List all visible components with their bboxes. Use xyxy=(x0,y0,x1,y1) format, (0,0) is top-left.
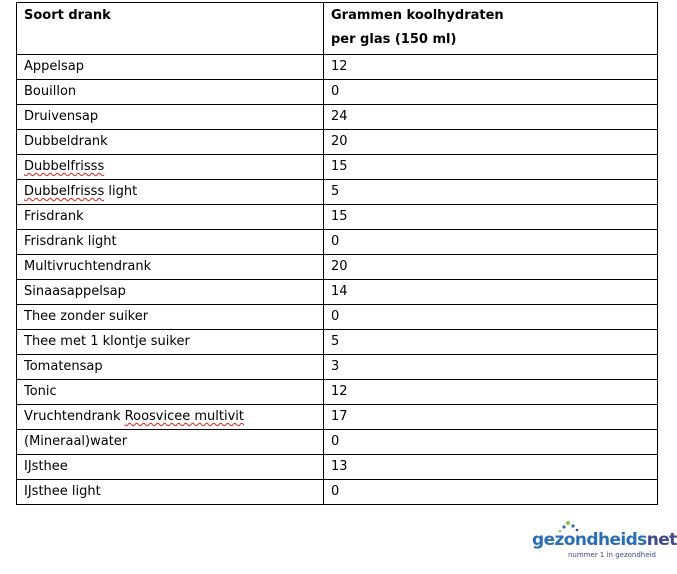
table-row xyxy=(17,405,658,430)
header-carbohydrates-line1: Grammen koolhydraten xyxy=(331,8,504,23)
table-row xyxy=(17,230,658,255)
drink-name-cell: IJsthee light xyxy=(17,480,324,505)
carb-value-cell: 20 xyxy=(324,130,658,155)
carb-value-cell: 12 xyxy=(324,380,658,405)
drink-name-cell: Thee met 1 klontje suiker xyxy=(17,330,324,355)
carb-value-cell: 0 xyxy=(324,230,658,255)
drink-name-cell: Multivruchtendrank xyxy=(17,255,324,280)
drink-name-cell: Frisdrank xyxy=(17,205,324,230)
table-row xyxy=(17,180,658,205)
table-row xyxy=(17,205,658,230)
table-row xyxy=(17,280,658,305)
table-row xyxy=(17,355,658,380)
drink-name-cell: (Mineraal)water xyxy=(17,430,324,455)
drink-name-cell: Dubbeldrank xyxy=(17,130,324,155)
drink-name-cell: Tonic xyxy=(17,380,324,405)
drink-name-cell: Thee zonder suiker xyxy=(17,305,324,330)
carb-value-cell: 17 xyxy=(324,405,658,430)
gezondheidsnet-logo xyxy=(532,520,677,560)
carb-value-cell: 14 xyxy=(324,280,658,305)
carb-value-cell: 0 xyxy=(324,80,658,105)
drink-name-cell: Appelsap xyxy=(17,55,324,80)
carb-value-cell: 13 xyxy=(324,455,658,480)
logo-tagline: nummer 1 in gezondheid xyxy=(568,551,656,559)
drink-name-cell: Frisdrank light xyxy=(17,230,324,255)
table-row xyxy=(17,305,658,330)
table-row xyxy=(17,480,658,505)
header-carbohydrates xyxy=(324,3,658,55)
carb-value-cell: 0 xyxy=(324,430,658,455)
logo-wordmark: gezondheidsnet xyxy=(532,530,677,550)
drink-name-cell: Vruchtendrank Roosvicee multivit xyxy=(17,405,324,430)
table-row xyxy=(17,155,658,180)
table-row xyxy=(17,130,658,155)
carb-value-cell: 3 xyxy=(324,355,658,380)
carb-value-cell: 0 xyxy=(324,305,658,330)
drink-name-cell: IJsthee xyxy=(17,455,324,480)
drink-name-cell: Bouillon xyxy=(17,80,324,105)
carb-value-cell: 5 xyxy=(324,330,658,355)
table-row xyxy=(17,105,658,130)
table-row xyxy=(17,55,658,80)
carbohydrate-table xyxy=(16,2,658,505)
table-row xyxy=(17,455,658,480)
carb-value-cell: 12 xyxy=(324,55,658,80)
header-carbohydrates-line2: per glas (150 ml) xyxy=(331,32,457,47)
table-row xyxy=(17,255,658,280)
carb-value-cell: 5 xyxy=(324,180,658,205)
table-row xyxy=(17,430,658,455)
carb-value-cell: 24 xyxy=(324,105,658,130)
drink-name-cell: Druivensap xyxy=(17,105,324,130)
carb-value-cell: 15 xyxy=(324,205,658,230)
carb-value-cell: 0 xyxy=(324,480,658,505)
table-row xyxy=(17,380,658,405)
drink-name-cell: Tomatensap xyxy=(17,355,324,380)
drink-name-cell: Dubbelfrisss xyxy=(17,155,324,180)
table-row xyxy=(17,80,658,105)
carb-value-cell: 15 xyxy=(324,155,658,180)
table-header-row xyxy=(17,3,658,55)
header-drink-type: Soort drank xyxy=(17,3,324,55)
drink-name-cell: Dubbelfrisss light xyxy=(17,180,324,205)
table-row xyxy=(17,330,658,355)
drink-name-cell: Sinaasappelsap xyxy=(17,280,324,305)
carb-value-cell: 20 xyxy=(324,255,658,280)
